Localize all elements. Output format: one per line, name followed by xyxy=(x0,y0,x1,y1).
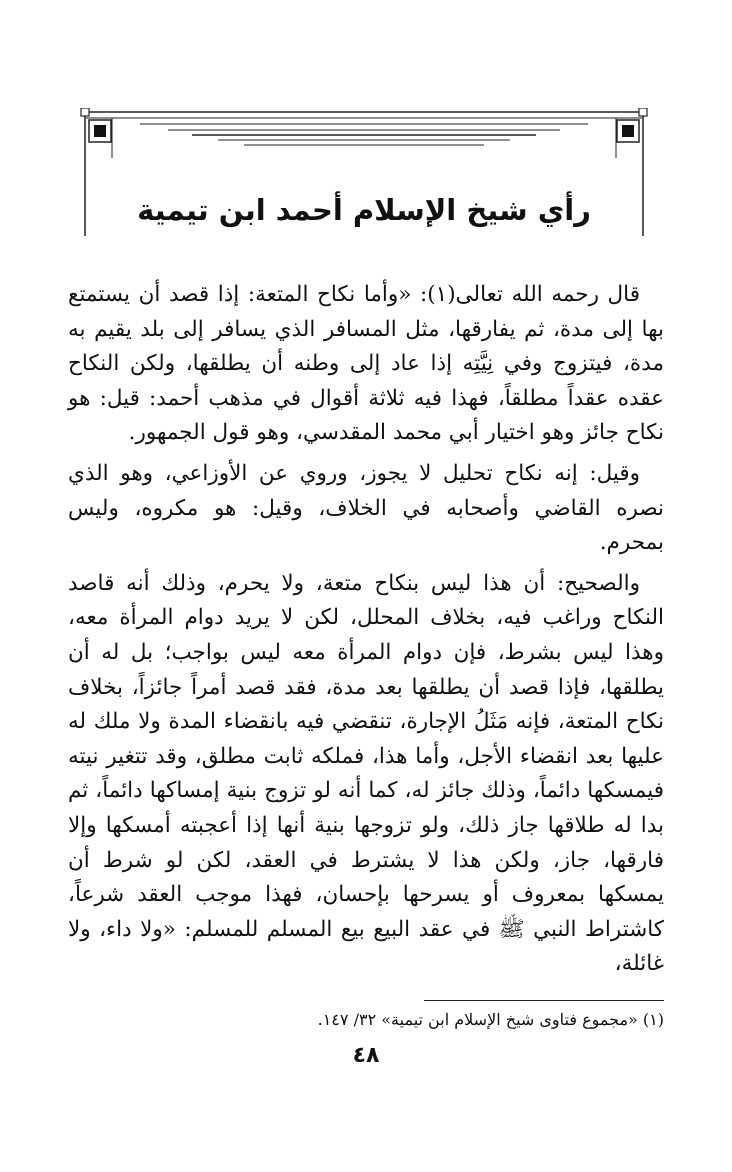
paragraph: والصحيح: أن هذا ليس بنكاح متعة، ولا يحرم، وذلك أنه قاصد النكاح وراغب فيه، بخلاف المحلل، لكن لا يريد دوام المرأة معه، وهذا ليس بشرط، فإن دوام المرأة معه ليس بواجب؛ بل له أن يطلقها، فإذا قصد أن يطلقها بعد مدة، فقد قصد أمراً جائزاً، بخلاف نكاح المتعة، فإنه مَثَلُ الإجارة، تنقضي فيه بانقضاء المدة ولا ملك له عليها بعد انقضاء الأجل، وأما هذا، فملكه ثابت مطلق، وقد تتغير نيته فيمسكها دائماً، وذلك جائز له، كما أنه لو تزوج بنية إمساكها دائماً، ثم بدا له طلاقها جاز ذلك، ولو تزوجها بنية أنها إذا أعجبته أمسكها وإلا فارقها، جاز، ولكن هذا لا يشترط في العقد، لكن لو شرط أن يمسكها بمعروف أو يسرحها بإحسان، فهذا موجب العقد شرعاً، كاشتراط النبي ﷺ في عقد البيع بيع المسلم للمسلم: «ولا داء، ولا غائلة، xyxy=(68,570,664,977)
page-number: ٤٨ xyxy=(352,1043,380,1068)
body-text xyxy=(68,278,664,982)
page-title: رأي شيخ الإسلام أحمد ابن تيمية xyxy=(137,193,591,227)
paragraph: قال رحمه الله تعالى(١): «وأما نكاح المتعة: إذا قصد أن يستمتع بها إلى مدة، ثم يفارقها، مثل المسافر الذي يسافر إلى بلد يقيم به مدة، فيتزوج وفي نِيَّتِه إذا عاد إلى وطنه أن يطلقها، ولكن النكاح عقده عقداً مطلقاً، فهذا فيه ثلاثة أقوال في مذهب أحمد: قيل: هو نكاح جائز وهو اختيار أبي محمد المقدسي، وهو قول الجمهور. xyxy=(68,282,664,446)
footnote: (١) «مجموع فتاوى شيخ الإسلام ابن تيمية» ٣٢/ ١٤٧. xyxy=(317,1010,664,1029)
paragraph: وقيل: إنه نكاح تحليل لا يجوز، وروي عن الأوزاعي، وهو الذي نصره القاضي وأصحابه في الخلاف، وقيل: هو مكروه، وليس بمحرم. xyxy=(68,460,664,556)
footnote-divider xyxy=(424,1000,664,1001)
